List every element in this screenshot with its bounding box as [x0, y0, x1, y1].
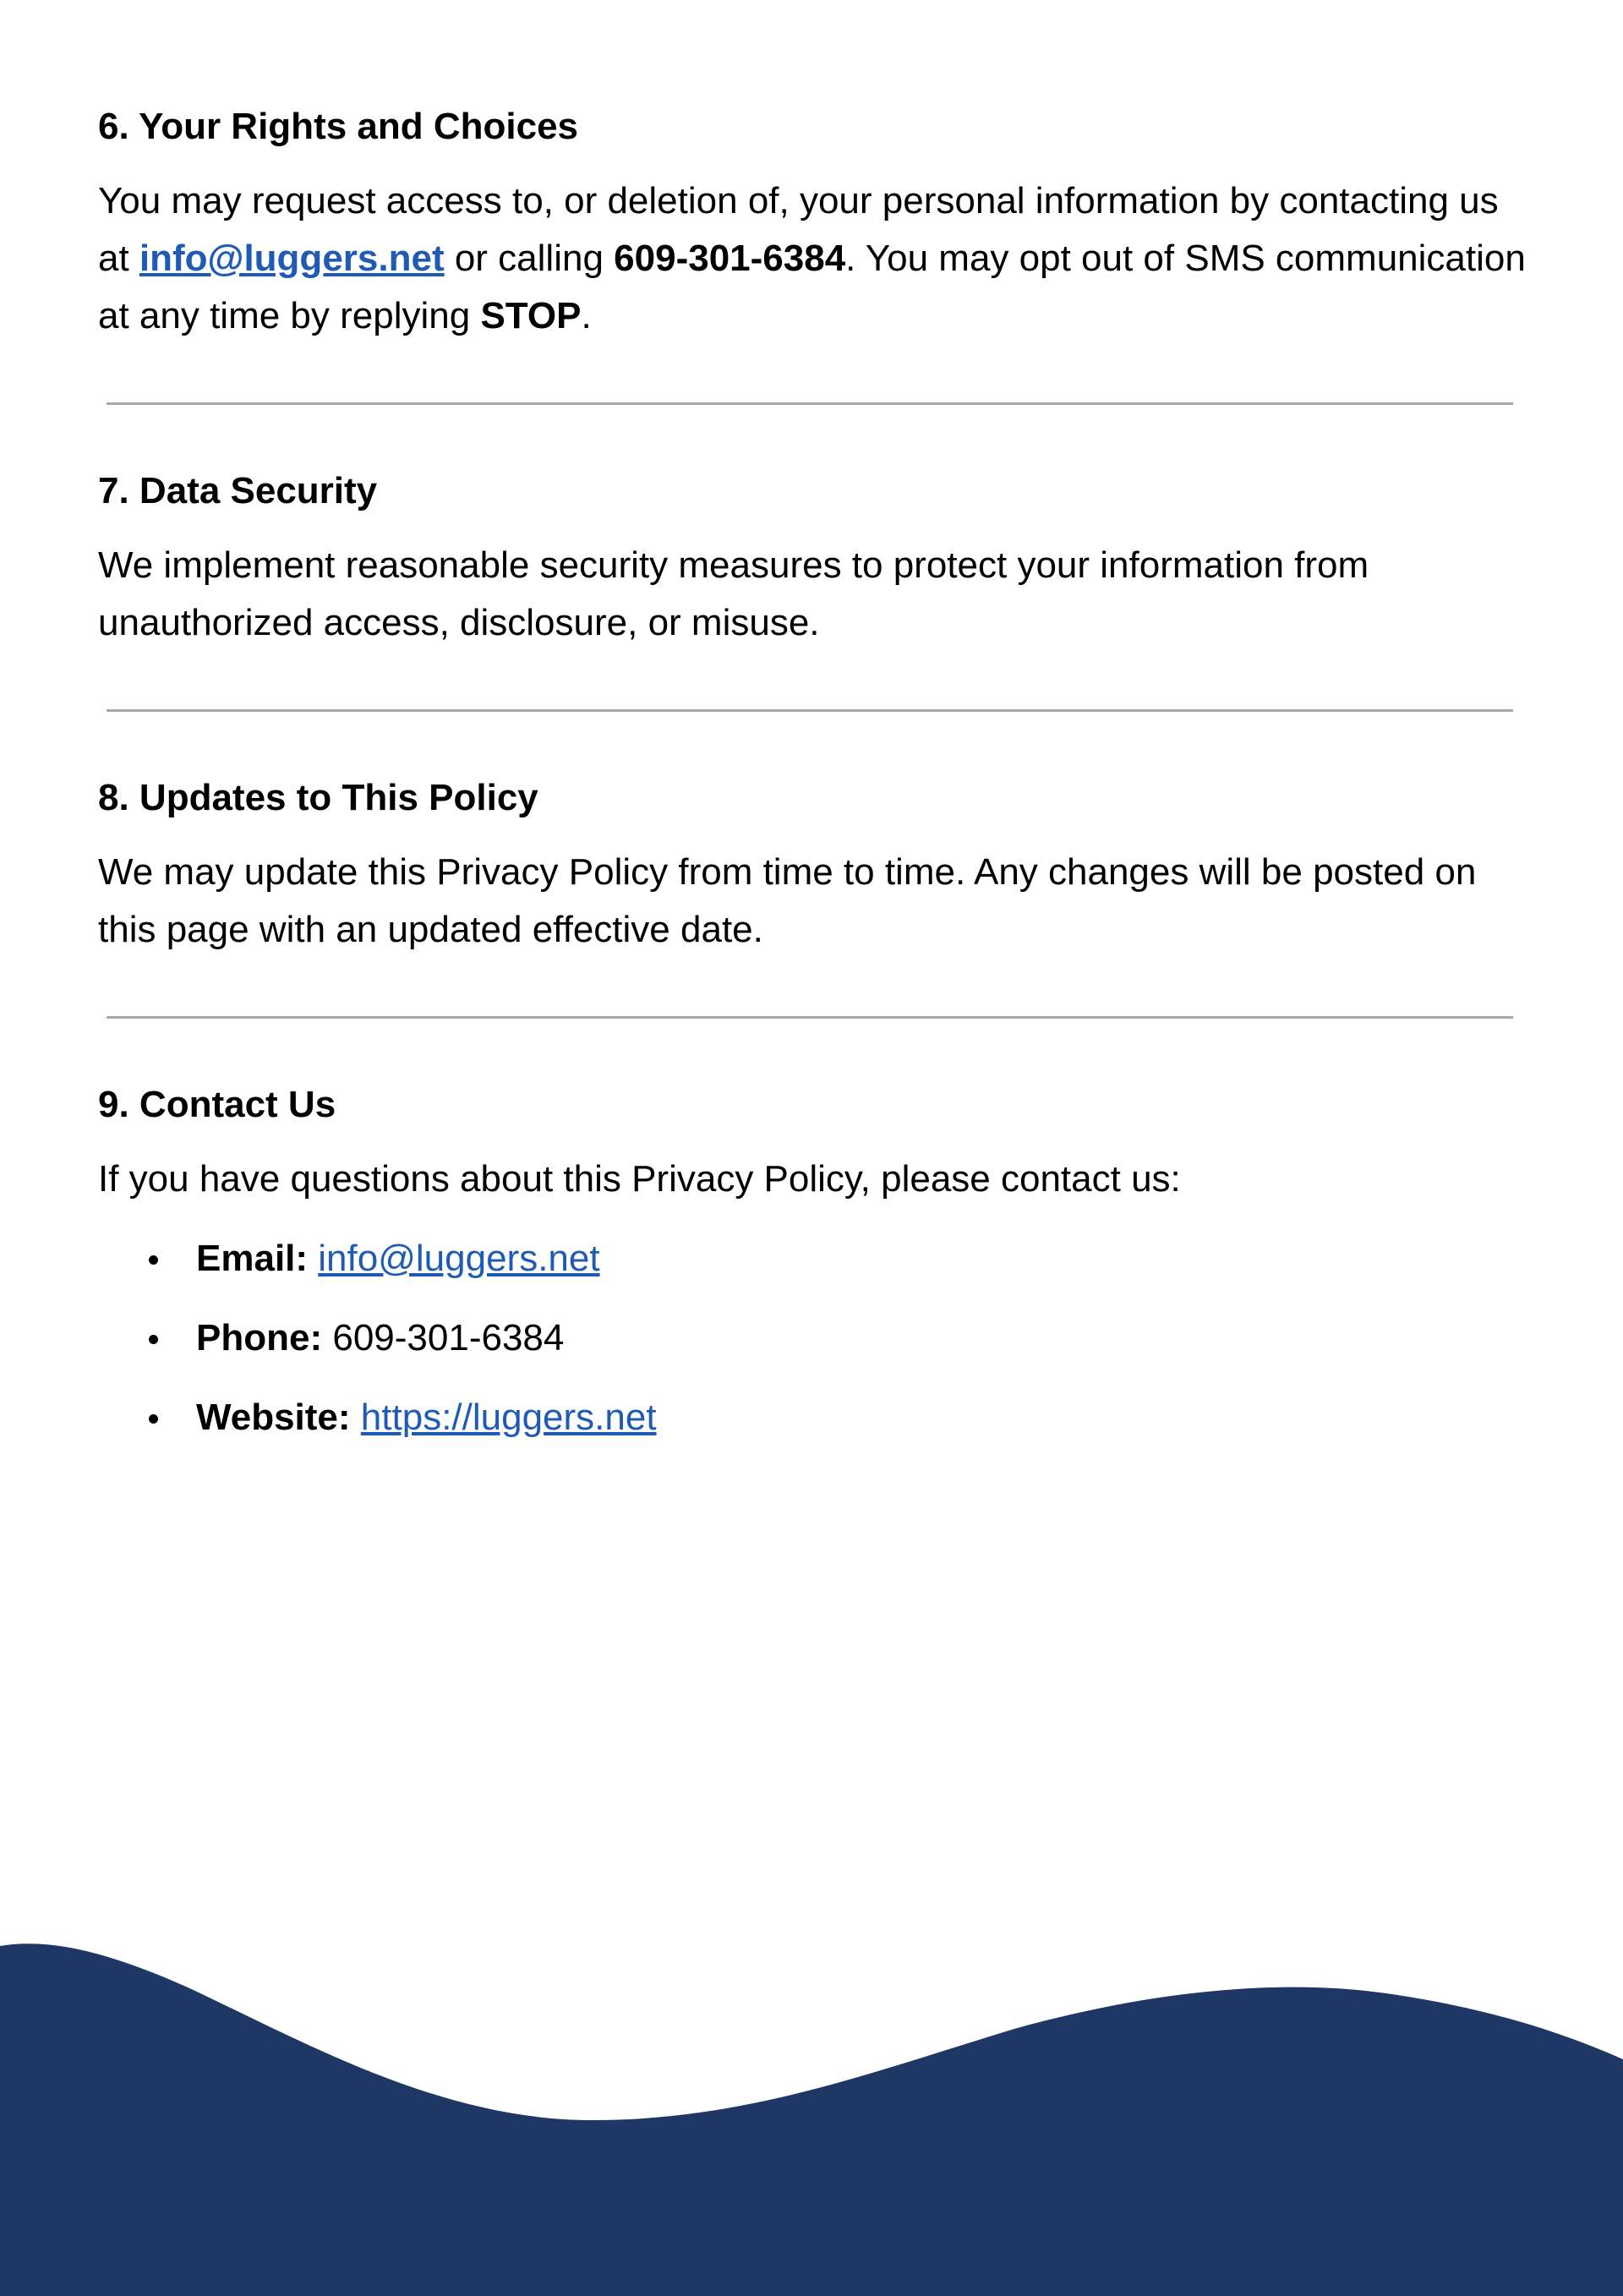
contact-label: Email:: [196, 1238, 309, 1279]
section-body: [98, 172, 1527, 345]
body-text: You may request access to, or deletion of, your personal information by contacting us at: [98, 180, 1499, 279]
contact-item-email: [98, 1230, 1527, 1287]
document-content: [98, 101, 1527, 1468]
contact-item-phone: [98, 1309, 1527, 1367]
bullet-icon: [149, 1255, 158, 1265]
section-data-security: [98, 466, 1527, 652]
email-link[interactable]: info@luggers.net: [139, 238, 445, 279]
section-heading: 8. Updates to This Policy: [98, 777, 538, 818]
section-body: We may update this Privacy Policy from time to time. Any changes will be posted on this page with an updated effective date.: [98, 851, 1477, 950]
section-divider: [107, 402, 1513, 405]
section-policy-updates: [98, 773, 1527, 959]
section-divider: [107, 709, 1513, 712]
website-link[interactable]: https://luggers.net: [360, 1397, 657, 1438]
bullet-icon: [149, 1335, 158, 1344]
section-contact-us: [98, 1080, 1527, 1446]
section-divider: [107, 1016, 1513, 1019]
section-rights-choices: [98, 101, 1527, 345]
bullet-icon: [149, 1414, 158, 1424]
contact-label: Phone:: [196, 1317, 323, 1358]
contact-phone-value: 609-301-6384: [332, 1317, 565, 1358]
section-body: If you have questions about this Privacy Policy, please contact us:: [98, 1158, 1181, 1200]
body-text: .: [581, 295, 592, 336]
contact-label: Website:: [196, 1397, 351, 1438]
contact-list: [98, 1230, 1527, 1446]
contact-item-website: [98, 1389, 1527, 1446]
stop-keyword: STOP: [480, 295, 582, 336]
section-body: We implement reasonable security measures to protect your information from unauthorized access, disclosure, or misuse.: [98, 544, 1369, 643]
section-heading: 6. Your Rights and Choices: [98, 106, 579, 147]
section-heading: 9. Contact Us: [98, 1084, 336, 1125]
body-text: or calling: [444, 238, 615, 279]
wave-shape: [0, 1943, 1623, 2296]
body-text: . You may opt out of SMS communication at any time by replying: [98, 238, 1526, 336]
footer-wave-decoration: [0, 1919, 1623, 2296]
phone-number: 609-301-6384: [614, 238, 846, 279]
email-link[interactable]: info@luggers.net: [318, 1238, 600, 1279]
section-heading: 7. Data Security: [98, 470, 378, 511]
